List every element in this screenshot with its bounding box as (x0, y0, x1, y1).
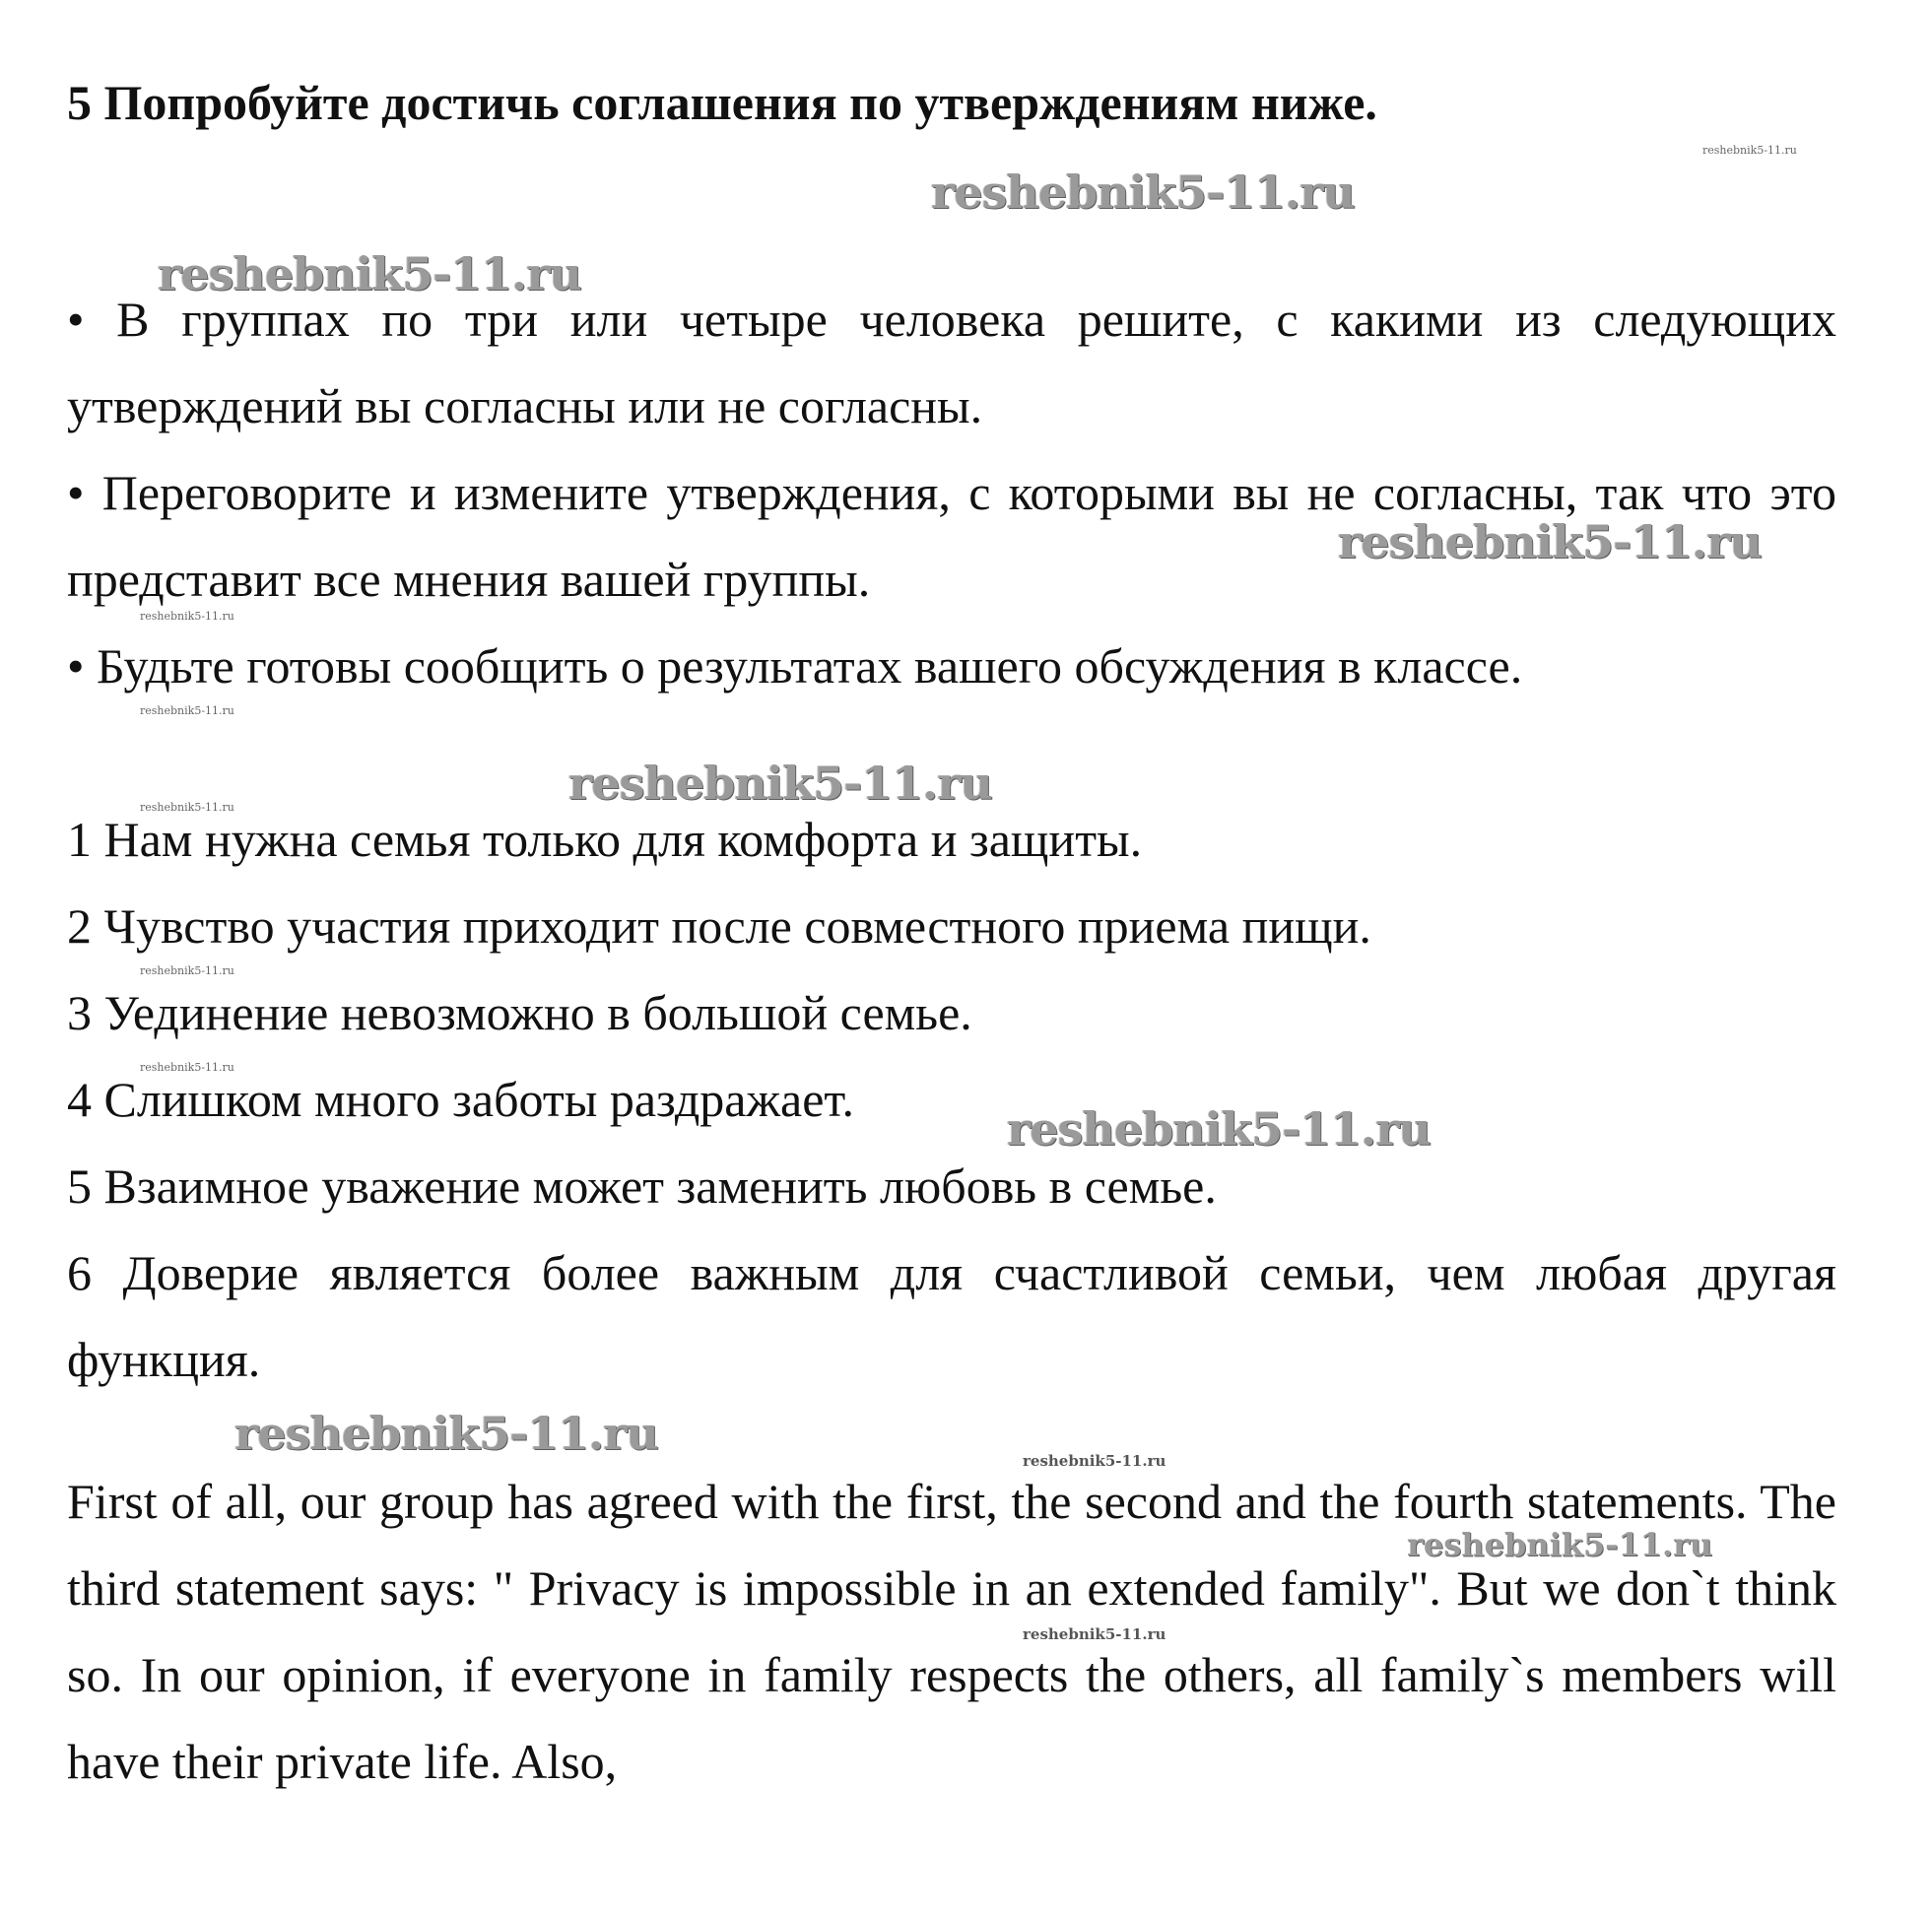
watermark-tiny: reshebnik5-11.ru (1702, 144, 1797, 157)
watermark-small: reshebnik5-11.ru (1023, 1452, 1166, 1470)
watermark-logo: reshebnik5-11.ru (568, 757, 992, 810)
instruction-item-2: • Переговорите и измените утверждения, с которыми вы не согласны, так что это представит все мнения вашей группы. (67, 465, 1836, 607)
statement-3: 3 Уединение невозможно в большой семье. (67, 985, 972, 1040)
answer-paragraph: First of all, our group has agreed with the first, the second and the fourth statements. The third statement says: " Privacy is impossible in an extended family". But we don`t think so. In our opinion, if everyone in family respects the others, all family`s members will have their private life. Also, (67, 1474, 1836, 1789)
statement-6: 6 Доверие является более важным для счастливой семьи, чем любая другая функция. (67, 1245, 1836, 1387)
watermark-medium: reshebnik5-11.ru (1407, 1526, 1713, 1563)
instruction-item-3: • Будьте готовы сообщить о результатах вашего обсуждения в классе. (67, 638, 1523, 694)
watermark-tiny: reshebnik5-11.ru (140, 801, 234, 814)
watermark-logo: reshebnik5-11.ru (1007, 1102, 1431, 1156)
instruction-item-1: • В группах по три или четыре человека решите, с какими из следующих утверждений вы согласны или не согласны. (67, 292, 1836, 433)
watermark-tiny: reshebnik5-11.ru (140, 1061, 234, 1074)
watermark-logo: reshebnik5-11.ru (931, 165, 1355, 219)
exercise-heading: 5 Попробуйте достичь соглашения по утверждениям ниже. (67, 75, 1377, 130)
watermark-tiny: reshebnik5-11.ru (140, 964, 234, 977)
watermark-logo: reshebnik5-11.ru (158, 247, 581, 300)
statement-1: 1 Нам нужна семья только для комфорта и защиты. (67, 812, 1143, 867)
watermark-logo: reshebnik5-11.ru (1338, 515, 1762, 568)
watermark-small: reshebnik5-11.ru (1023, 1625, 1166, 1643)
watermark-logo: reshebnik5-11.ru (234, 1407, 658, 1460)
statement-4: 4 Слишком много заботы раздражает. (67, 1072, 855, 1127)
watermark-tiny: reshebnik5-11.ru (140, 704, 234, 717)
watermark-tiny: reshebnik5-11.ru (140, 610, 234, 623)
statement-2: 2 Чувство участия приходит после совместного приема пищи. (67, 898, 1371, 954)
statement-5: 5 Взаимное уважение может заменить любовь в семье. (67, 1158, 1217, 1214)
